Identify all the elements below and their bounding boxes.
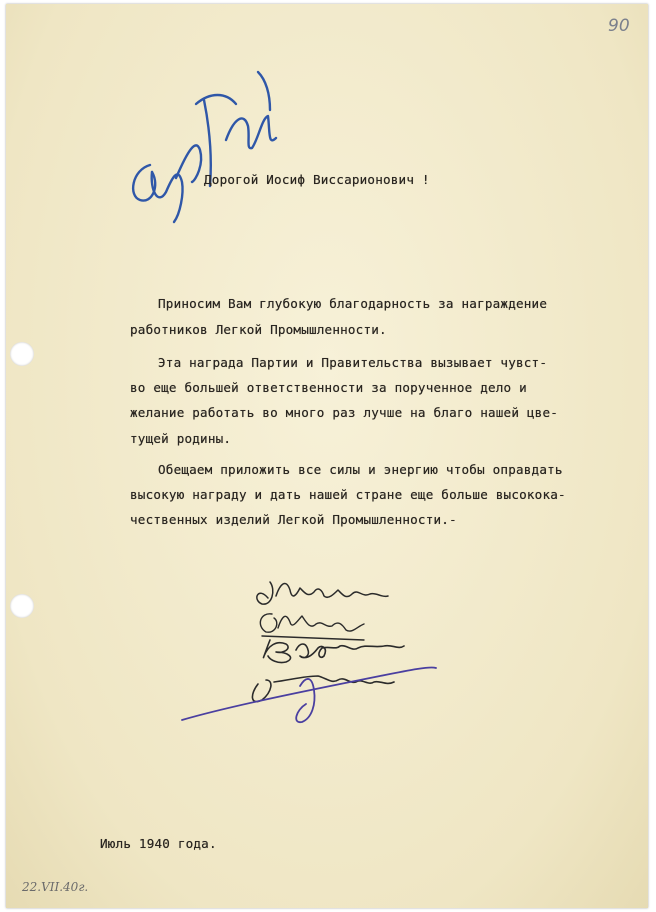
body-line-8: высокую награду и дать нашей стране еще больше высокока- bbox=[130, 487, 566, 502]
body-line-4: во еще большей ответственности за порученное дело и bbox=[130, 380, 527, 395]
body-line-3: Эта награда Партии и Правительства вызывает чувст- bbox=[158, 355, 548, 370]
body-line-5: желание работать во много раз лучше на благо нашей цве- bbox=[130, 405, 559, 420]
signature-lukin bbox=[257, 582, 388, 604]
body-line-2: работников Легкой Промышленности. bbox=[130, 322, 387, 337]
pencil-date-note: 22.VII.40г. bbox=[22, 880, 89, 894]
body-line-6: тущей родины. bbox=[130, 431, 232, 446]
body-line-9: чественных изделий Легкой Промышленности.- bbox=[130, 512, 457, 527]
signature-violet-flourish bbox=[182, 667, 436, 722]
body-line-7: Обещаем приложить все силы и энергию чтобы оправдать bbox=[158, 462, 563, 477]
date-line: Июль 1940 года. bbox=[100, 836, 217, 851]
signature-second bbox=[260, 614, 364, 640]
body-line-1: Приносим Вам глубокую благодарность за награждение bbox=[158, 296, 548, 311]
salutation: Дорогой Иосиф Виссарионович ! bbox=[204, 172, 430, 187]
signature-baraboa bbox=[263, 640, 404, 663]
archive-page-number: 90 bbox=[608, 16, 630, 36]
